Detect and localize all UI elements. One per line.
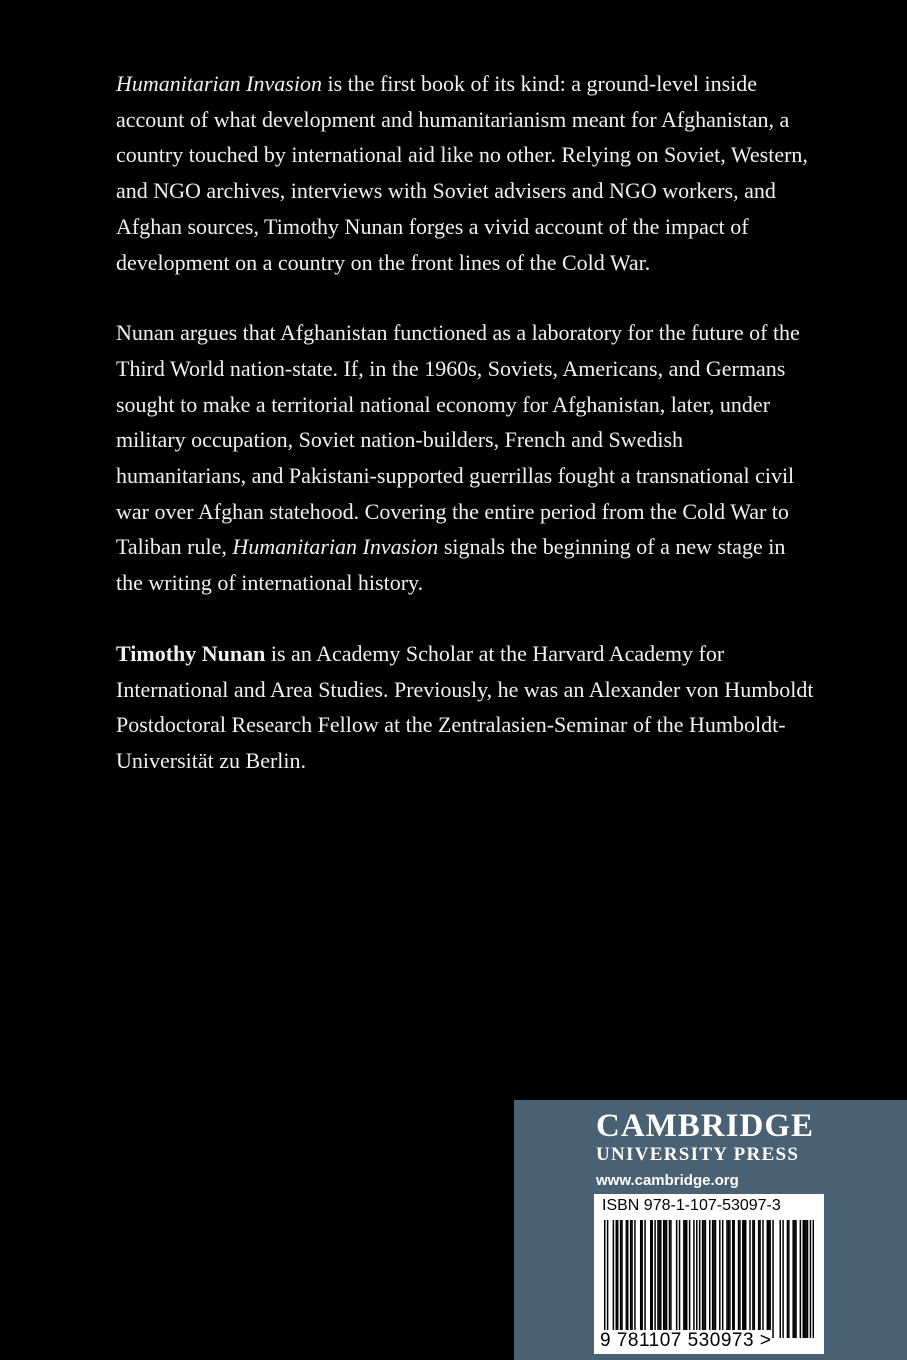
barcode-bar — [762, 1220, 763, 1338]
barcode-digits: 9 781107 530973 > — [600, 1330, 772, 1351]
barcode-bar — [805, 1220, 806, 1338]
barcode-bar — [792, 1220, 793, 1338]
barcode-bar — [657, 1220, 658, 1338]
barcode-bar — [802, 1220, 803, 1338]
barcode-bar — [769, 1220, 770, 1338]
barcode-bar — [651, 1220, 652, 1338]
barcode-bar — [644, 1220, 645, 1338]
barcode-bar — [719, 1220, 720, 1338]
blurb-paragraph-1-text: is the first book of its kind: a ground-level inside account of what development and humanitarianism meant for Afghanistan, a country touched by international aid like no other. Relying on Soviet, Western, and NGO archives, interviews with Soviet advisers and NGO workers, and Afghan sources, Timothy Nunan forges a vivid account of the impact of development on a country on the front lines of the Cold War. — [116, 71, 808, 275]
author-bio — [116, 636, 816, 779]
barcode-bar — [810, 1220, 811, 1338]
blurb-paragraph-2-text-a: Nunan argues that Afghanistan functioned as a laboratory for the future of the Third World nation-state. If, in the 1960s, Soviets, Americans, and Germans sought to make a territorial national economy for Afghanistan, later, under military occupation, Soviet nation-builders, French and Swedish humanitarians, and Pakistani-supported guerrillas fought a transnational civil war over Afghan statehood. Covering the entire period from the Cold War to Taliban rule, — [116, 320, 800, 560]
barcode-bar — [666, 1220, 667, 1338]
barcode-bar — [779, 1220, 780, 1338]
barcode-bar — [788, 1220, 789, 1338]
barcode-bar — [631, 1220, 632, 1338]
barcode-bar — [641, 1220, 642, 1338]
barcode-bar — [676, 1220, 677, 1338]
barcode-bar — [738, 1220, 739, 1338]
barcode-bar — [663, 1220, 664, 1338]
barcode-bar — [670, 1220, 671, 1338]
publisher-panel — [514, 1100, 907, 1360]
barcode — [594, 1194, 824, 1354]
barcode-bar — [800, 1220, 801, 1338]
barcode-bar — [759, 1220, 760, 1338]
barcode-bar — [713, 1220, 714, 1338]
barcode-bar — [664, 1220, 665, 1338]
barcode-bar — [660, 1220, 661, 1338]
author-name: Timothy Nunan — [116, 640, 266, 666]
barcode-bar — [715, 1220, 716, 1338]
barcode-bars — [604, 1220, 814, 1338]
barcode-bar — [732, 1220, 733, 1338]
barcode-bar — [630, 1220, 631, 1338]
barcode-bar — [621, 1220, 622, 1338]
barcode-bar — [733, 1220, 734, 1338]
barcode-bar — [712, 1220, 713, 1338]
publisher-subname: UNIVERSITY PRESS — [596, 1144, 800, 1165]
barcode-bar — [728, 1220, 729, 1338]
barcode-bar — [752, 1220, 753, 1338]
barcode-bar — [726, 1220, 727, 1338]
barcode-bar — [654, 1220, 655, 1338]
barcode-bar — [617, 1220, 618, 1338]
barcode-bar — [640, 1220, 641, 1338]
barcode-bar — [616, 1220, 617, 1338]
barcode-bar — [689, 1220, 690, 1338]
barcode-bar — [659, 1220, 660, 1338]
barcode-bar — [745, 1220, 746, 1338]
barcode-bar — [758, 1220, 759, 1338]
author-bio-text: is an Academy Scholar at the Harvard Academy for International and Area Studies. Previously, he was an Alexander von Humboldt Postdoctoral Research Fellow at the Zentralasien-Seminar of the Humboldt-Universität zu Berlin. — [116, 640, 814, 773]
barcode-bar — [650, 1220, 651, 1338]
barcode-bar — [620, 1220, 621, 1338]
barcode-bar — [742, 1220, 743, 1338]
blurb-paragraph-2 — [116, 315, 816, 601]
barcode-bar — [634, 1220, 635, 1338]
barcode-bar — [787, 1220, 788, 1338]
barcode-bar — [744, 1220, 745, 1338]
barcode-bar — [807, 1220, 808, 1338]
barcode-bar — [683, 1220, 684, 1338]
book-title-italic: Humanitarian Invasion — [116, 71, 322, 96]
barcode-bar — [679, 1220, 680, 1338]
barcode-bar — [749, 1220, 750, 1338]
barcode-bar — [693, 1220, 694, 1338]
barcode-bar — [696, 1220, 697, 1338]
publisher-logo — [596, 1108, 826, 1190]
barcode-bar — [768, 1220, 769, 1338]
back-cover-blurb — [116, 66, 816, 814]
barcode-bar — [754, 1220, 755, 1338]
book-title-italic: Humanitarian Invasion — [232, 534, 439, 560]
barcode-bar — [767, 1220, 768, 1338]
barcode-bar — [794, 1220, 795, 1338]
blurb-paragraph-2-text-b: signals the beginning of a new stage in the writing of international history. — [116, 534, 786, 596]
barcode-bar — [702, 1220, 703, 1338]
barcode-bar — [739, 1220, 740, 1338]
barcode-bar — [685, 1220, 686, 1338]
barcode-bar — [729, 1220, 730, 1338]
barcode-bar — [626, 1220, 627, 1338]
isbn-label: ISBN 978-1-107-53097-3 — [602, 1197, 781, 1214]
publisher-name: CAMBRIDGE — [596, 1108, 815, 1144]
barcode-bar — [705, 1220, 706, 1338]
barcode-bar — [804, 1220, 805, 1338]
barcode-bar — [627, 1220, 628, 1338]
barcode-bar — [613, 1220, 614, 1338]
barcode-bar — [722, 1220, 723, 1338]
barcode-bar — [709, 1220, 710, 1338]
barcode-bar — [699, 1220, 700, 1338]
barcode-bar — [669, 1220, 670, 1338]
barcode-bar — [782, 1220, 783, 1338]
barcode-bar — [772, 1220, 773, 1338]
barcode-bar — [686, 1220, 687, 1338]
barcode-bar — [795, 1220, 796, 1338]
barcode-bar — [604, 1220, 605, 1338]
barcode-bar — [703, 1220, 704, 1338]
blurb-paragraph-1 — [116, 66, 816, 280]
barcode-bar — [607, 1220, 608, 1338]
publisher-url: www.cambridge.org — [596, 1172, 739, 1189]
barcode-bar — [813, 1220, 814, 1338]
